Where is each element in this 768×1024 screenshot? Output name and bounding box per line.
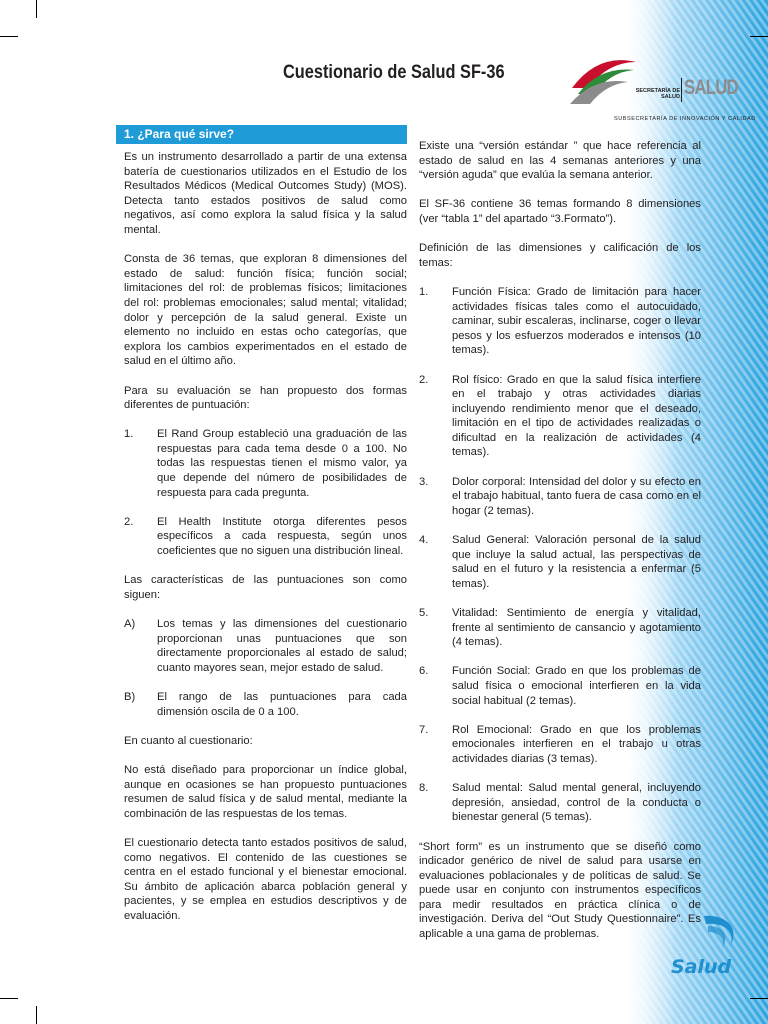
paragraph: Es un instrumento desarrollado a partir de una extensa batería de cuestionarios utilizados en el Estudio de los Resultados Médicos (Medical Outcomes Study) (MOS). Detecta tanto estados positivos de salud como negativos, así como explora la salud física y la salud mental. [124,151,407,236]
list-text: Función Física: Grado de limitación para hacer actividades físicas tales como el autocuidado, caminar, subir escaleras, inclinarse, coger o llevar pesos y los esfuerzos moderados e intensos (10 temas). [452,285,701,357]
footer-salud-word: Salud [671,956,732,978]
list-text: Función Social: Grado en que los problemas de salud física o emocional interfieren en la vida social habitual (2 temas). [452,665,701,707]
swoosh-icon [664,912,744,962]
list-item [419,373,701,461]
list-item [124,617,407,675]
list-item [419,664,701,708]
list-number: A) [124,618,136,630]
crop-mark [0,36,18,37]
list-text: Los temas y las dimensiones del cuestionario proporcionan unas puntuaciones que son directamente proporcionales al estado de salud; cuanto mayores sean, mejor estado de salud. [157,618,407,674]
list-text: El Rand Group estableció una graduación de las respuestas para cada tema desde 0 a 100. No todas las respuestas tienen el mismo valor, ya que depende del número de posibilidades de respuesta para cada pregunta. [157,428,407,499]
crop-mark [750,36,768,37]
logo-line-1: SECRETARÍA DE [635,88,680,94]
paragraph: Definición de las dimensiones y calificación de los temas: [419,242,701,269]
dimensions-list [419,285,701,825]
logo-subsecretaria: SUBSECRETARÍA DE INNOVACIÓN Y CALIDAD [614,116,756,122]
list-text: Vitalidad: Sentimiento de energía y vitalidad, frente al sentimiento de cansancio y agotamiento (4 temas). [452,607,701,649]
secretaria-salud-logo [568,48,756,122]
list-number: 4. [419,534,429,547]
paragraph: Para su evaluación se han propuesto dos formas diferentes de puntuación: [124,384,407,412]
list-text: Salud mental: Salud mental general, incluyendo depresión, ansiedad, control de la conducta o bienestar general (5 temas). [452,782,701,824]
list-number: 5. [419,607,429,619]
document-title: Cuestionario de Salud SF-36 [283,62,505,83]
left-column [124,150,407,938]
list-number: 7. [419,723,429,736]
list-text: Rol físico: Grado en que la salud física interfiere en el trabajo y otras actividades diarias incluyendo rendimiento menor que el deseado, limitación en el tipo de actividades realizadas o dificultad en la realización de actividades (4 temas). [452,373,701,459]
list-text: El Health Institute otorga diferentes pesos específicos a cada respuesta, según unos coeficientes que no siguen una distribución lineal. [157,515,407,558]
list-text: El rango de las puntuaciones para cada dimensión oscila de 0 a 100. [157,690,407,718]
list-item [419,285,701,358]
list-item [419,781,701,825]
paragraph: En cuanto al cuestionario: [124,734,253,747]
paragraph: El SF-36 contiene 36 temas formando 8 dimensiones (ver “tabla 1” del apartado “3.Formato”). [419,198,701,225]
characteristics-list [124,617,407,719]
list-number: 2. [419,373,429,386]
scoring-list [124,427,407,558]
paragraph: Las características de las puntuaciones son como siguen: [124,574,407,601]
paragraph: Existe una “versión estándar ” que hace referencia al estado de salud en las 4 semanas anteriores y una “versión aguda” que evalúa la semana anterior. [419,140,701,182]
paragraph: El cuestionario detecta tanto estados positivos de salud, como negativos. El contenido de las cuestiones se centra en el estado funcional y el bienestar emocional. Su ámbito de aplicación abarca población general y pacientes, y se emplea en estudios descriptivos y de evaluación. [124,836,407,922]
logo-secretaria-text [630,88,680,100]
list-item [124,515,407,559]
crop-mark [36,0,37,18]
right-column [419,139,701,956]
paragraph: “Short form” es un instrumento que se diseñó como indicador genérico de nivel de salud para usarse en evaluaciones poblacionales y de políticas de salud. Se puede usar en conjunto con instrumentos específicos para medir resultados en práctica clínica o de investigación. Deriva del “Out Study Questionnaire”. Es aplicable a una gama de problemas. [419,840,701,941]
list-number: 1. [124,428,134,441]
logo-divider [681,78,682,102]
list-number: 8. [419,782,429,795]
crop-mark [750,998,768,999]
logo-brand: SALUD [684,76,738,99]
paragraph: No está diseñado para proporcionar un índice global, aunque en ocasiones se han propuesto puntuaciones resumen de salud física y de salud mental, mediante la combinación de las respuestas de los temas. [124,763,407,820]
section-heading: 1. ¿Para qué sirve? [116,125,407,144]
list-item [419,475,701,519]
list-number: B) [124,690,136,703]
logo-emblem-icon [568,48,638,108]
list-item [419,533,701,591]
list-number: 3. [419,475,429,488]
list-text: Salud General: Valoración personal de la salud que incluye la salud actual, las perspectivas de salud en el futuro y la resistencia a enfermar (5 temas). [452,534,701,590]
list-number: 2. [124,515,134,528]
list-item [124,427,407,500]
crop-mark [0,998,18,999]
crop-mark [36,1006,37,1024]
list-text: Rol Emocional: Grado en que los problemas emocionales interfieren en el trabajo u otras actividades diarias (3 temas). [452,723,701,765]
list-number: 1. [419,285,429,298]
footer-salud-logo [664,912,744,982]
list-item [419,606,701,650]
logo-line-2: SALUD [661,94,680,100]
list-number: 6. [419,665,429,678]
paragraph: Consta de 36 temas, que exploran 8 dimensiones del estado de salud: función física; función social; limitaciones del rol: de problemas físicos; limitaciones del rol: problemas emocionales; salud mental; vitalidad; dolor y percepción de la salud general. Existe un elemento no incluido en estas ocho categorías, que explora los cambios experimentados en el estado de salud en el último año. [124,253,407,368]
list-item [124,690,407,719]
list-item [419,723,701,767]
list-text: Dolor corporal: Intensidad del dolor y su efecto en el trabajo habitual, tanto fuera de casa como en el hogar (2 temas). [452,475,701,517]
